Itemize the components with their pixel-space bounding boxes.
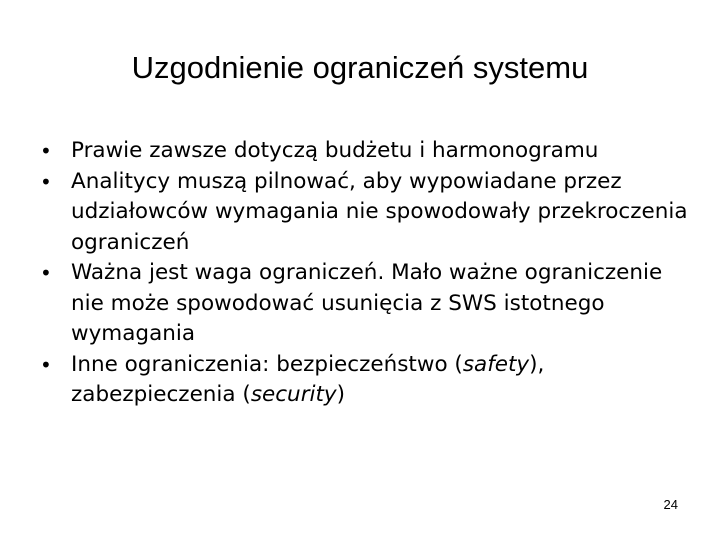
bullet-text [71,138,598,163]
bullet-text-italic-segment: security [250,382,337,407]
slide-title: Uzgodnienie ograniczeń systemu [131,50,589,85]
bullet-item [40,136,700,167]
bullet-item [40,167,700,259]
bullet-text [71,260,662,346]
bullet-text-segment: Inne ograniczenia: bezpieczeństwo ( [71,351,463,377]
bullet-item [40,350,700,411]
bullet-icon: • [40,139,52,163]
page-number: 24 [663,497,678,512]
bullet-icon: • [40,261,52,285]
bullet-text-segment: Prawie zawsze dotyczą budżetu i harmonogramu [71,138,599,163]
bullet-text-italic-segment: safety [462,351,530,377]
bullet-text [71,352,544,408]
bullet-text-segment: Analitycy muszą pilnować, aby wypowiadane przez udziałowców wymagania nie spowodowały przekroczenia ograniczeń [71,168,688,255]
bullet-icon: • [40,352,52,377]
bullet-text [71,169,688,255]
bullet-list [40,136,700,411]
bullet-text-segment: Ważna jest waga ograniczeń. Mało ważne ograniczenie nie może spowodować usunięcia z SWS istotnego wymagania [71,260,663,346]
bullet-icon: • [40,169,52,194]
bullet-text-segment: ), zabezpieczenia ( [71,351,545,407]
bullet-item [40,258,700,350]
bullet-text-segment: ) [336,382,346,407]
